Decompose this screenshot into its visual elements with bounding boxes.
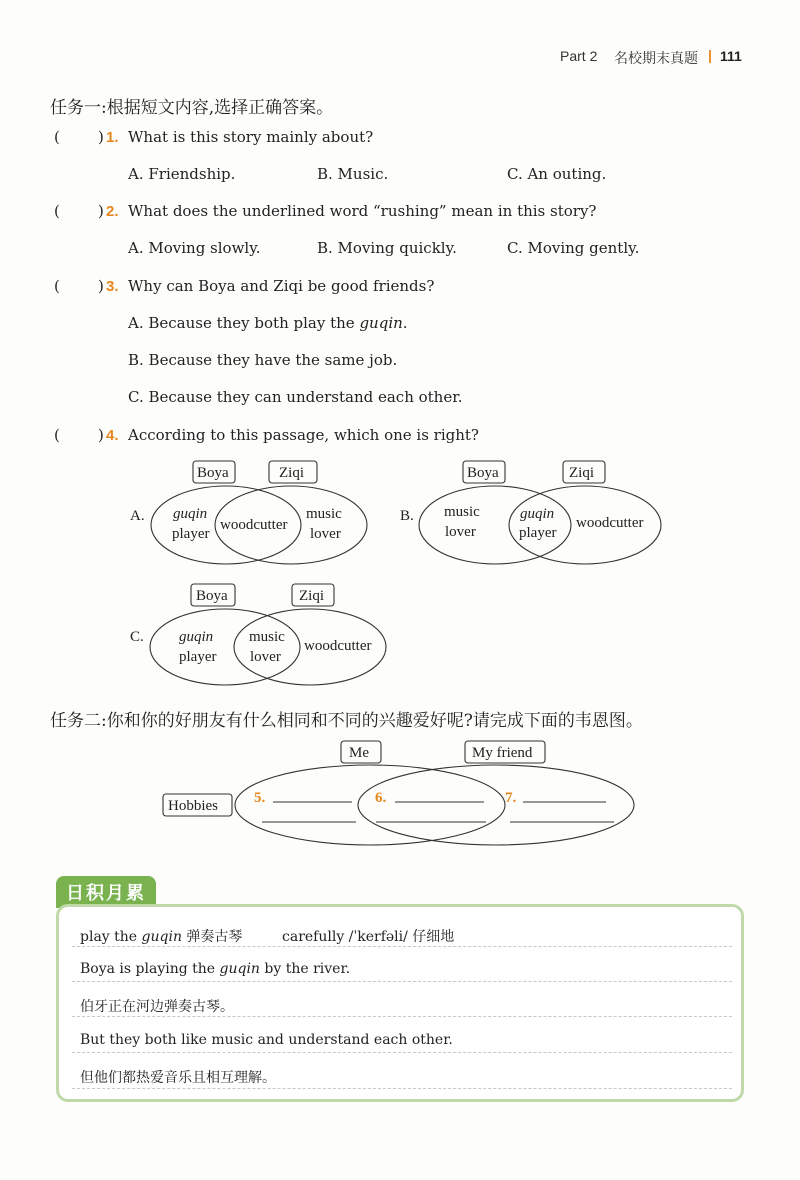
question-number: 3.	[106, 278, 119, 295]
venn-b-lover: lover	[445, 524, 476, 540]
question-text: According to this passage, which one is right?	[128, 426, 479, 444]
acc-line-1-pre: play the	[80, 929, 142, 945]
answer-paren-open: (	[54, 202, 60, 220]
answer-paren-open: (	[54, 426, 60, 444]
acc-line-1-post: 弹奏古琴	[181, 929, 243, 945]
question-number: 4.	[106, 427, 119, 444]
venn-c-boya: Boya	[196, 588, 228, 604]
hobbies-label: Hobbies	[168, 798, 218, 814]
option-a: A. Moving slowly.	[128, 239, 261, 257]
venn-b-label: B.	[400, 508, 414, 524]
option-a: A. Friendship.	[128, 165, 236, 183]
option-c: C. Moving gently.	[507, 239, 640, 257]
venn-b-guqin: guqin	[520, 506, 555, 522]
acc-line-5: 但他们都热爱音乐且相互理解。	[80, 1070, 276, 1086]
acc-line-1-extra: carefully /ˈkerfəli/ 仔细地	[282, 929, 455, 945]
blank-5-number: 5.	[254, 790, 266, 806]
venn-a-lover: lover	[310, 526, 341, 542]
venn-a-label: A.	[130, 508, 145, 524]
venn-a-boya: Boya	[197, 465, 229, 481]
question-text: What is this story mainly about?	[128, 128, 374, 146]
venn-b-music: music	[444, 504, 480, 520]
question-text: Why can Boya and Ziqi be good friends?	[128, 277, 435, 295]
option-b: B. Moving quickly.	[317, 239, 457, 257]
acc-line-3: 伯牙正在河边弹奏古琴。	[80, 999, 234, 1015]
venn-a-guqin: guqin	[173, 506, 208, 522]
question-text: What does the underlined word “rushing” mean in this story?	[128, 202, 597, 220]
acc-line-2	[80, 961, 350, 977]
option-a-text: A. Because they both play the	[128, 314, 355, 332]
venn-c-guqin: guqin	[179, 629, 214, 645]
venn-c-player: player	[179, 649, 217, 665]
answer-paren-close: )	[98, 202, 104, 220]
task1-title: 任务一:根据短文内容,选择正确答案。	[50, 98, 334, 118]
answer-paren-open: (	[54, 128, 60, 146]
divider	[72, 981, 732, 982]
acc-line-1-ital: guqin	[141, 929, 182, 945]
venn-b-player: player	[519, 525, 557, 541]
venn-c-lover: lover	[250, 649, 281, 665]
venn-b-woodcutter: woodcutter	[576, 515, 644, 531]
answer-paren-close: )	[98, 128, 104, 146]
venn-c-left-circle	[150, 609, 300, 685]
friend-label: My friend	[472, 745, 533, 761]
venn-c-music: music	[249, 629, 285, 645]
option-c: C. Because they can understand each other.	[128, 388, 463, 406]
answer-paren-open: (	[54, 277, 60, 295]
acc-line-2-ital: guqin	[219, 961, 260, 977]
blank-7-number: 7.	[505, 790, 517, 806]
divider	[72, 1016, 732, 1017]
hobbies-left-circle	[235, 765, 505, 845]
option-c: C. An outing.	[507, 165, 607, 183]
option-a-italic: guqin	[359, 314, 403, 332]
acc-line-2-post: by the river.	[259, 961, 351, 977]
hobbies-right-circle	[358, 765, 634, 845]
divider	[72, 1088, 732, 1089]
venn-b-boya: Boya	[467, 465, 499, 481]
answer-paren-close: )	[98, 426, 104, 444]
header-section: 名校期末真题	[614, 50, 698, 66]
venn-a-woodcutter: woodcutter	[220, 517, 288, 533]
venn-c-woodcutter: woodcutter	[304, 638, 372, 654]
venn-c-ziqi: Ziqi	[299, 588, 324, 604]
option-b: B. Because they have the same job.	[128, 351, 398, 369]
acc-line-1	[80, 926, 242, 946]
page-number: 111	[720, 48, 742, 64]
venn-a-player: player	[172, 526, 210, 542]
question-number: 1.	[106, 129, 119, 146]
venn-a-ziqi: Ziqi	[279, 465, 304, 481]
answer-paren-close: )	[98, 277, 104, 295]
blank-6-number: 6.	[375, 790, 387, 806]
venn-a-music: music	[306, 506, 342, 522]
divider	[72, 946, 732, 947]
option-b: B. Music.	[317, 165, 389, 183]
me-label: Me	[349, 745, 369, 761]
venn-b-ziqi: Ziqi	[569, 465, 594, 481]
option-a-period: .	[402, 314, 408, 332]
header-separator: |	[708, 47, 712, 63]
question-number: 2.	[106, 203, 119, 220]
hobbies-venn	[0, 730, 800, 850]
accumulation-title: 日积月累	[56, 876, 156, 908]
acc-line-4: But they both like music and understand each other.	[80, 1032, 453, 1048]
task2-title: 任务二:你和你的好朋友有什么相同和不同的兴趣爱好呢?请完成下面的韦恩图。	[50, 711, 643, 731]
header-part: Part 2	[560, 48, 598, 64]
acc-line-2-pre: Boya is playing the	[80, 961, 220, 977]
divider	[72, 1052, 732, 1053]
venn-c-label: C.	[130, 629, 144, 645]
